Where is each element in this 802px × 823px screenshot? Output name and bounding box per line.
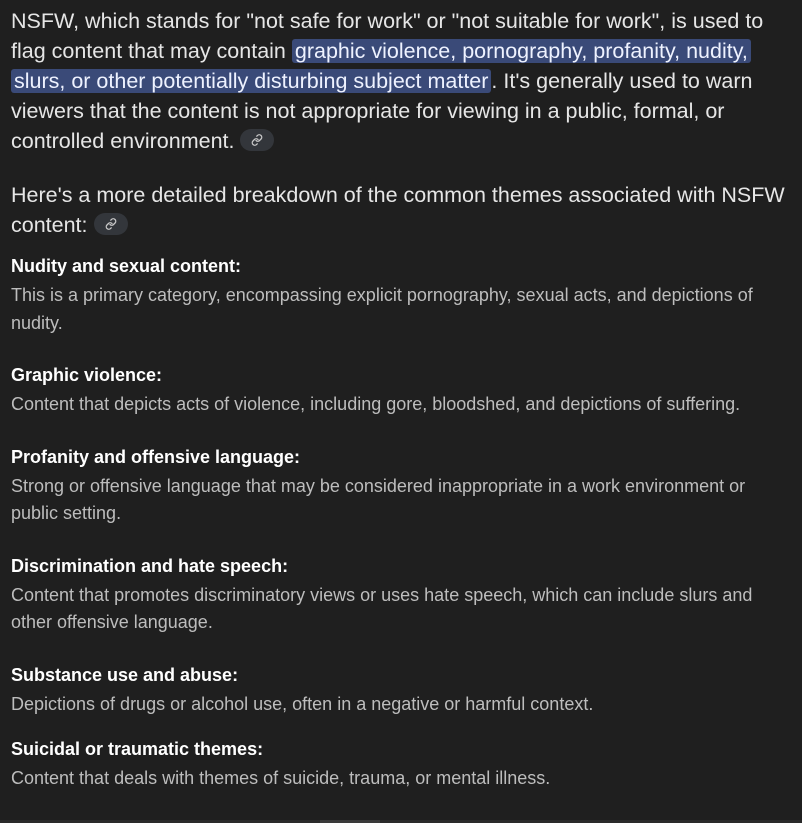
section-discrimination <box>11 553 797 637</box>
intro-text-after: . It's generally used to warn viewers that the content is not appropriate for viewing in a public, formal, or controlled environment. <box>11 69 753 153</box>
section-nudity <box>11 253 797 337</box>
section-body: Content that promotes discriminatory views or uses hate speech, which can include slurs and other offensive language. <box>11 584 753 632</box>
response-content <box>11 6 797 793</box>
intro-text-before: NSFW, which stands for "not safe for work" or "not suitable for work", is used to flag content that may contain <box>11 9 764 63</box>
section-body: Content that deals with themes of suicide, trauma, or mental illness. <box>11 768 551 788</box>
section-profanity <box>11 444 797 528</box>
section-title: Profanity and offensive language: <box>11 446 301 467</box>
source-link-chip[interactable] <box>240 129 274 151</box>
highlighted-text[interactable]: graphic violence, pornography, profanity, nudity, slurs, or other potentially disturbing subject matter <box>11 39 751 93</box>
section-title: Graphic violence: <box>11 365 163 385</box>
section-body: Content that depicts acts of violence, including gore, bloodshed, and depictions of suffering. <box>11 394 741 414</box>
section-body: This is a primary category, encompassing explicit pornography, sexual acts, and depictions of nudity. <box>11 285 753 333</box>
section-substance-use <box>11 662 797 719</box>
section-title: Substance use and abuse: <box>11 664 239 685</box>
section-suicidal-themes <box>11 736 797 793</box>
intro-paragraph <box>11 6 797 156</box>
link-icon <box>251 134 263 146</box>
section-title: Nudity and sexual content: <box>11 256 242 276</box>
link-icon <box>105 218 117 230</box>
section-title: Suicidal or traumatic themes: <box>11 739 264 759</box>
section-body: Strong or offensive language that may be considered inappropriate in a work environment or public setting. <box>11 475 746 523</box>
section-title: Discrimination and hate speech: <box>11 555 289 576</box>
source-link-chip-2[interactable] <box>94 213 128 235</box>
section-body: Depictions of drugs or alcohol use, often in a negative or harmful context. <box>11 693 594 714</box>
section-graphic-violence <box>11 362 797 419</box>
breakdown-intro-paragraph <box>11 180 797 240</box>
breakdown-intro-text: Here's a more detailed breakdown of the common themes associated with NSFW content: <box>11 183 785 237</box>
